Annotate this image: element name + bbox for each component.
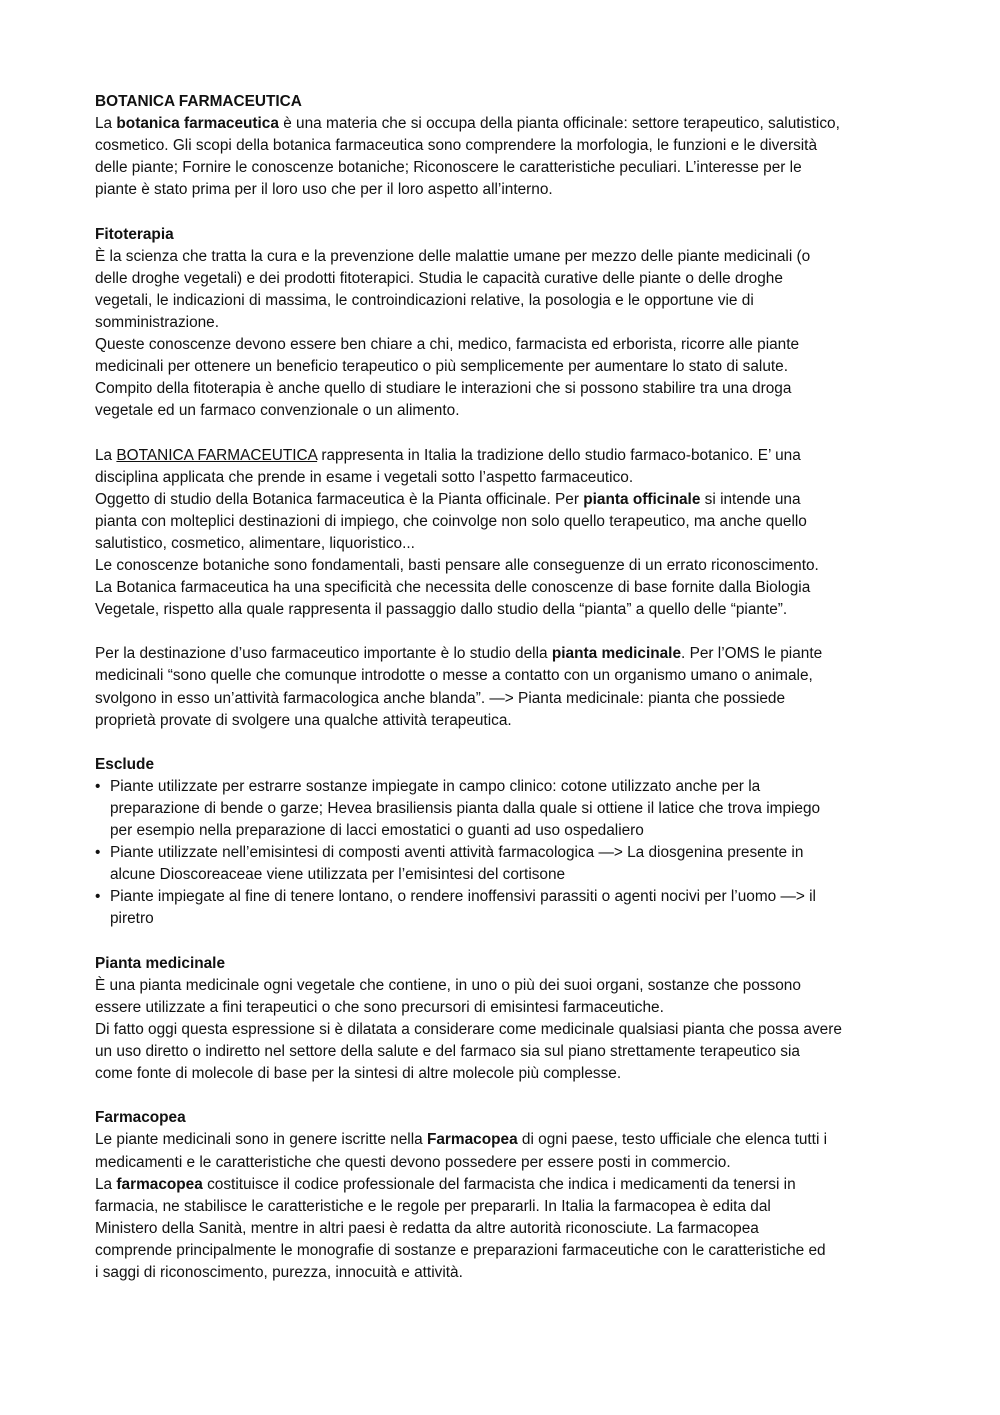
text-run: Per la destinazione d’uso farmaceutico importante è lo studio della <box>95 645 552 663</box>
paragraph-gap <box>95 732 910 754</box>
bold-term: farmacopea <box>116 1175 203 1193</box>
text-run: È una pianta medicinale ogni vegetale che contiene, in uno o più dei suoi organi, sostanze che possono <box>95 976 801 994</box>
text-line <box>95 1196 910 1218</box>
esclude-bullet-list <box>95 776 910 931</box>
text-line <box>95 1019 910 1041</box>
text-run: La <box>95 446 117 464</box>
text-line <box>95 157 910 179</box>
bold-term: pianta medicinale <box>551 645 682 663</box>
text-line <box>95 268 910 290</box>
text-run: rappresenta in Italia la tradizione dello studio farmaco-botanico. E’ una <box>317 446 801 464</box>
fitoterapia-heading: Fitoterapia <box>95 225 174 243</box>
text-run: delle piante; Fornire le conoscenze botaniche; Riconoscere le caratteristiche peculiari. L’interesse per le <box>95 159 802 177</box>
text-run: È la scienza che tratta la cura e la prevenzione delle malattie umane per mezzo delle piante medicinali (o <box>95 247 811 265</box>
text-run: Compito della fitoterapia è anche quello di studiare le interazioni che si possono stabilire tra una droga <box>95 380 792 398</box>
text-run: di ogni paese, testo ufficiale che elenca tutti i <box>517 1131 828 1149</box>
text-line <box>95 1262 910 1284</box>
text-line <box>95 1240 910 1262</box>
text-line <box>95 1129 910 1151</box>
text-run: proprietà provate di svolgere una qualche attività terapeutica. <box>95 711 512 729</box>
text-run: Oggetto di studio della Botanica farmaceutica è la Pianta officinale. Per <box>95 490 584 508</box>
bullet-item <box>95 776 910 842</box>
farmacopea-heading: Farmacopea <box>95 1109 186 1127</box>
text-line <box>95 445 910 467</box>
text-run: vegetale ed un farmaco convenzionale o un alimento. <box>95 402 460 420</box>
bullet-text: piretro <box>110 910 154 928</box>
text-run: salutistico, cosmetico, alimentare, liquoristico... <box>95 534 415 552</box>
bullet-text: Piante utilizzate nell’emisintesi di composti aventi attività farmacologica —> La diosgenina presente in <box>110 844 804 862</box>
bullet-icon: • <box>95 777 101 795</box>
bullet-item <box>95 886 910 930</box>
document-page <box>95 91 910 1284</box>
underlined-term: BOTANICA FARMACEUTICA <box>116 446 318 464</box>
text-line <box>95 1174 910 1196</box>
bullet-line <box>95 886 910 908</box>
bullet-line <box>95 842 910 864</box>
text-run: vegetali, le indicazioni di massima, le controindicazioni relative, la posologia e le opportune vie di <box>95 291 754 309</box>
text-run: cosmetico. Gli scopi della botanica farmaceutica sono comprendere la morfologia, le funzioni e le diversità <box>95 137 818 155</box>
text-line <box>95 599 910 621</box>
bold-term: Farmacopea <box>426 1131 518 1149</box>
text-line <box>95 400 910 422</box>
bullet-line <box>95 820 910 842</box>
text-run: pianta con molteplici destinazioni di impiego, che coinvolge non solo quello terapeutico, ma anche quello <box>95 512 807 530</box>
text-line <box>95 334 910 356</box>
document-title: BOTANICA FARMACEUTICA <box>95 93 302 110</box>
bullet-line <box>95 908 910 930</box>
text-line <box>95 1041 910 1063</box>
bullet-text: per esempio nella preparazione di lacci emostatici o guanti ad uso ospedaliero <box>110 822 644 840</box>
paragraph-gap <box>95 201 910 223</box>
text-run: medicinali “sono quelle che comunque introdotte o messe a contatto con un organismo umano o animale, <box>95 667 813 685</box>
bullet-icon: • <box>95 844 101 862</box>
text-run: piante è stato prima per il loro uso che per il loro aspetto all’interno. <box>95 181 553 199</box>
text-line <box>95 665 910 687</box>
text-run: Le piante medicinali sono in genere iscritte nella <box>95 1131 427 1149</box>
bullet-icon: • <box>95 888 101 906</box>
text-run: somministrazione. <box>95 313 220 331</box>
text-run: farmacia, ne stabilisce le caratteristiche e le regole per prepararli. In Italia la farmacopea è edita dal <box>95 1197 771 1215</box>
text-run: un uso diretto o indiretto nel settore della salute e del farmaco sia sul piano strettamente terapeutico sia <box>95 1043 800 1061</box>
text-line <box>95 290 910 312</box>
bullet-text: Piante impiegate al fine di tenere lontano, o rendere inoffensivi parassiti o agenti nocivi per l’uomo —> il <box>110 888 816 906</box>
text-run: La Botanica farmaceutica ha una specificità che necessita delle conoscenze di base fornite dalla Biologia <box>95 579 811 597</box>
text-line <box>95 135 910 157</box>
text-run: comprende principalmente le monografie di sostanze e preparazioni farmaceutiche con le caratteristiche ed <box>95 1241 826 1259</box>
text-run: La <box>95 1175 117 1193</box>
text-line <box>95 1063 910 1085</box>
bullet-item <box>95 842 910 886</box>
esclude-heading: Esclude <box>95 755 155 773</box>
text-run: medicamenti e le caratteristiche che questi devono possedere per essere posti in commercio. <box>95 1153 731 1171</box>
text-line <box>95 489 910 511</box>
bullet-line <box>95 864 910 886</box>
farmacopea-paragraph <box>95 1129 910 1284</box>
text-run: Ministero della Sanità, mentre in altri paesi è redatta da altre autorità riconosciute. La farmacopea <box>95 1219 759 1237</box>
text-run: Le conoscenze botaniche sono fondamentali, basti pensare alle conseguenze di un errato riconoscimento. <box>95 556 819 574</box>
intro-paragraph <box>95 113 910 201</box>
destinazione-paragraph <box>95 643 910 731</box>
paragraph-gap <box>95 621 910 643</box>
text-run: Di fatto oggi questa espressione si è dilatata a considerare come medicinale qualsiasi pianta che possa avere <box>95 1020 842 1038</box>
text-line <box>95 246 910 268</box>
text-line <box>95 533 910 555</box>
text-line <box>95 577 910 599</box>
text-run: essere utilizzate a fini terapeutici o che sono precursori di emisintesi farmaceutiche. <box>95 998 664 1016</box>
text-run: delle droghe vegetali) e dei prodotti fitoterapici. Studia le capacità curative delle piante o delle droghe <box>95 269 783 287</box>
text-run: disciplina applicata che prende in esame i vegetali sotto l’aspetto farmaceutico. <box>95 468 634 486</box>
text-run: costituisce il codice professionale del farmacista che indica i medicamenti da tenersi in <box>202 1175 796 1193</box>
text-line <box>95 643 910 665</box>
text-line <box>95 312 910 334</box>
bold-term: pianta officinale <box>583 490 701 508</box>
text-line <box>95 511 910 533</box>
bold-term: botanica farmaceutica <box>116 115 279 133</box>
pianta-medicinale-paragraph <box>95 975 910 1085</box>
text-run: si intende una <box>700 490 801 508</box>
bullet-line <box>95 798 910 820</box>
text-line <box>95 997 910 1019</box>
text-run: medicinali per ottenere un beneficio terapeutico o più semplicemente per aumentare lo stato di salute. <box>95 358 788 376</box>
text-line <box>95 975 910 997</box>
fitoterapia-paragraph <box>95 246 910 423</box>
text-run: come fonte di molecole di base per la sintesi di altre molecole più complesse. <box>95 1065 622 1083</box>
text-line <box>95 179 910 201</box>
text-run: Vegetale, rispetto alla quale rappresenta il passaggio dallo studio della “pianta” a quello delle “piante”. <box>95 601 788 619</box>
text-run: è una materia che si occupa della pianta officinale: settore terapeutico, salutistico, <box>278 115 840 133</box>
text-line <box>95 113 910 135</box>
text-line <box>95 688 910 710</box>
text-run: . Per l’OMS le piante <box>681 645 823 663</box>
pianta-medicinale-heading: Pianta medicinale <box>95 954 226 972</box>
paragraph-gap <box>95 422 910 444</box>
text-run: Queste conoscenze devono essere ben chiare a chi, medico, farmacista ed erborista, ricorre alle piante <box>95 336 800 354</box>
bullet-text: preparazione di bende o garze; Hevea brasiliensis pianta dalla quale si ottiene il latice che trova impiego <box>110 800 821 817</box>
bullet-text: Piante utilizzate per estrarre sostanze impiegate in campo clinico: cotone utilizzato anche per la <box>110 777 761 795</box>
text-line <box>95 467 910 489</box>
text-run: La <box>95 115 117 133</box>
text-line <box>95 356 910 378</box>
bullet-line <box>95 776 910 798</box>
text-run: svolgono in esso un’attività farmacologica anche blanda”. —> Pianta medicinale: pianta che possiede <box>95 689 786 707</box>
paragraph-gap <box>95 931 910 953</box>
text-line <box>95 1152 910 1174</box>
text-line <box>95 378 910 400</box>
text-line <box>95 710 910 732</box>
text-line <box>95 555 910 577</box>
botanica-paragraph <box>95 445 910 622</box>
bullet-text: alcune Dioscoreaceae viene utilizzata per l’emisintesi del cortisone <box>110 866 566 884</box>
text-run: i saggi di riconoscimento, purezza, innocuità e attività. <box>95 1263 463 1281</box>
text-line <box>95 1218 910 1240</box>
paragraph-gap <box>95 1085 910 1107</box>
